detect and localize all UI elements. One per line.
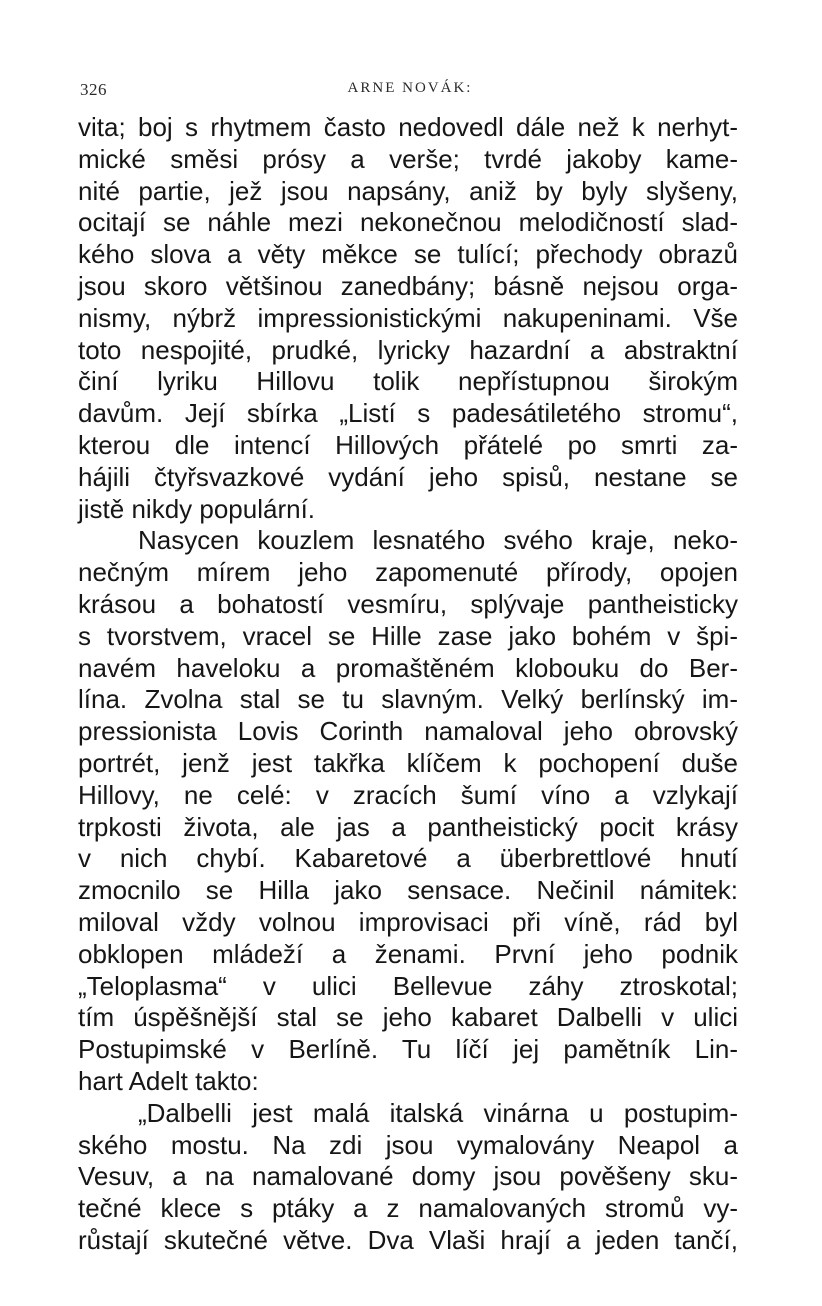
text-line: kterou dle intencí Hillových přátelé po smrti za- — [78, 429, 738, 460]
text-line: mické směsi prósy a verše; tvrdé jakoby kame- — [78, 143, 738, 174]
text-line: lína. Zvolna stal se tu slavným. Velký berlínský im- — [78, 684, 738, 715]
text-line: Hillovy, ne celé: v zracích šumí víno a vzlykají — [78, 779, 738, 810]
body-text — [78, 112, 738, 1257]
text-line: v nich chybí. Kabaretové a überbrettlové hnutí — [78, 843, 738, 874]
text-line: s tvorstvem, vracel se Hille zase jako bohém v špi- — [78, 620, 738, 651]
text-line: hájili čtyřsvazkové vydání jeho spisů, nestane se — [78, 461, 738, 492]
text-line: ocitají se náhle mezi nekonečnou melodičností slad- — [78, 207, 738, 238]
text-line: portrét, jenž jest takřka klíčem k pochopení duše — [78, 747, 738, 778]
text-line: pressionista Lovis Corinth namaloval jeho obrovský — [78, 716, 738, 747]
text-line: miloval vždy volnou improvisaci při víně, rád byl — [78, 906, 738, 937]
text-line: toto nespojité, prudké, lyricky hazardní a abstraktní — [78, 334, 738, 365]
text-line: davům. Její sbírka „Listí s padesátiletého stromu“, — [78, 398, 738, 429]
text-line: zmocnilo se Hilla jako sensace. Nečinil námitek: — [78, 875, 738, 906]
paragraph-end-line: jistě nikdy populární. — [78, 493, 316, 524]
text-line: nité partie, jež jsou napsány, aniž by byly slyšeny, — [78, 175, 738, 206]
text-line: obklopen mládeží a ženami. První jeho podnik — [78, 938, 738, 969]
running-title: ARNE NOVÁK: — [347, 80, 473, 96]
running-header — [80, 80, 740, 104]
text-line: trpkosti života, ale jas a pantheistický pocit krásy — [78, 811, 738, 842]
text-line: krásou a bohatostí vesmíru, splývaje pantheisticky — [78, 588, 738, 619]
text-line: růstají skutečné větve. Dva Vlaši hrají a jeden tančí, — [78, 1224, 738, 1255]
text-line: nečným mírem jeho zapomenuté přírody, opojen — [78, 557, 738, 588]
text-line: činí lyriku Hillovu tolik nepřístupnou širokým — [78, 366, 738, 397]
text-line: Vesuv, a na namalované domy jsou pověšeny sku- — [78, 1161, 738, 1192]
text-line: Postupimské v Berlíně. Tu líčí jej pamětník Lin- — [78, 1034, 738, 1065]
page-number: 326 — [80, 80, 107, 99]
paragraph-end-line: hart Adelt takto: — [78, 1065, 259, 1096]
text-line: „Teloplasma“ v ulici Bellevue záhy ztroskotal; — [78, 970, 738, 1001]
text-line: ského mostu. Na zdi jsou vymalovány Neapol a — [78, 1129, 738, 1160]
text-line: nismy, nýbrž impressionistickými nakupeninami. Vše — [78, 302, 738, 333]
quotation-first-line: „Dalbelli jest malá italská vinárna u postupim- — [138, 1097, 738, 1128]
text-line: jsou skoro většinou zanedbány; básně nejsou orga- — [78, 270, 738, 301]
text-line: tím úspěšnější stal se jeho kabaret Dalbelli v ulici — [78, 1002, 738, 1033]
text-line: tečné klece s ptáky a z namalovaných stromů vy- — [78, 1193, 738, 1224]
paragraph-first-line: Nasycen kouzlem lesnatého svého kraje, neko- — [138, 525, 738, 556]
text-line: kého slova a věty měkce se tulící; přechody obrazů — [78, 239, 738, 270]
text-line: vita; boj s rhytmem často nedovedl dále než k nerhyt- — [78, 112, 738, 142]
text-line: navém haveloku a promaštěném klobouku do Ber- — [78, 652, 738, 683]
